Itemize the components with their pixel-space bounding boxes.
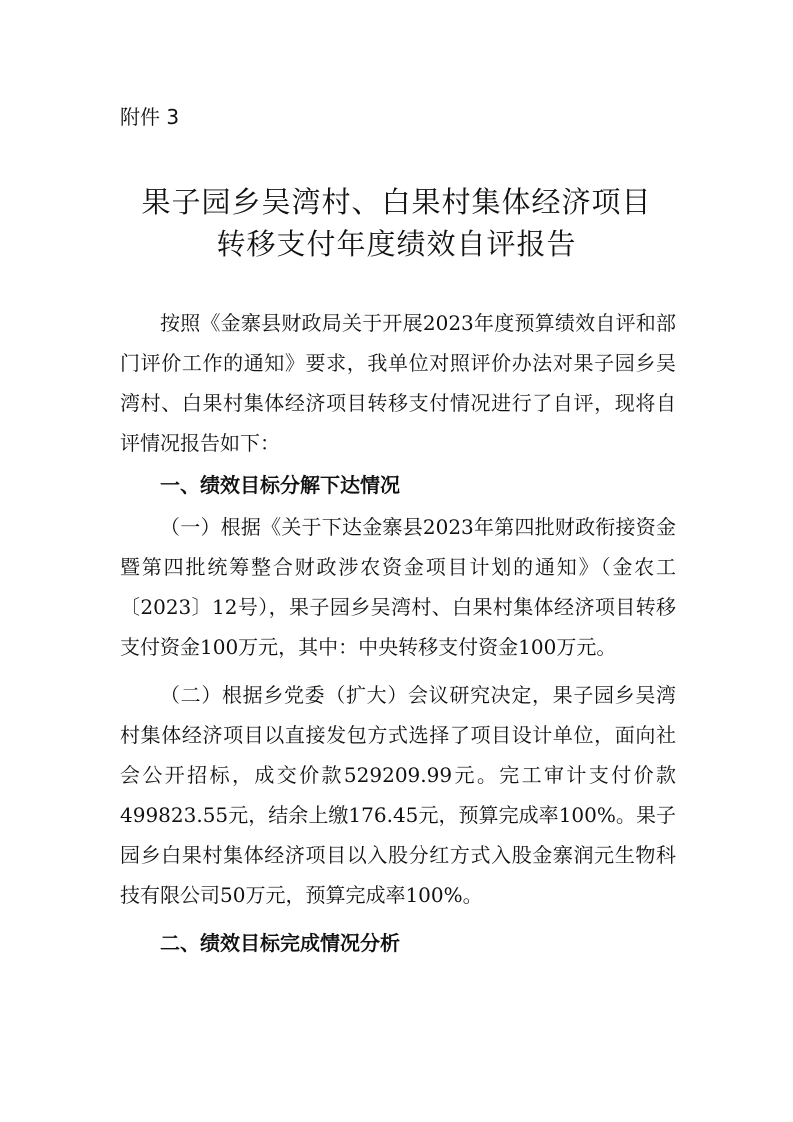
report-title-line-2: 转移支付年度绩效自评报告 xyxy=(216,227,577,261)
paragraph-1: （一）根据《关于下达金寨县2023年第四批财政衔接资金暨第四批统筹整合财政涉农资金项目计划的通知》（金农工〔2023〕12号），果子园乡吴湾村、白果村集体经济项目转移支付资金100万元，其中：中央转移支付资金100万元。 xyxy=(120,515,676,659)
report-body xyxy=(120,303,676,965)
report-title-line-1: 果子园乡吴湾村、白果村集体经济项目 xyxy=(141,185,652,219)
paragraph-2: （二）根据乡党委（扩大）会议研究决定，果子园乡吴湾村集体经济项目以直接发包方式选择了项目设计单位，面向社会公开招标，成交价款529209.99元。完工审计支付价款499823.55元，结余上缴176.45元，预算完成率100%。果子园乡白果村集体经济项目以入股分红方式入股金寨润元生物科技有限公司50万元，预算完成率100%。 xyxy=(120,683,676,907)
attachment-label: 附件 3 xyxy=(120,105,180,129)
section-1-heading: 一、绩效目标分解下达情况 xyxy=(160,473,400,497)
section-2-heading: 二、绩效目标完成情况分析 xyxy=(160,931,400,955)
intro-paragraph: 按照《金寨县财政局关于开展2023年度预算绩效自评和部门评价工作的通知》要求，我单位对照评价办法对果子园乡吴湾村、白果村集体经济项目转移支付情况进行了自评，现将自评情况报告如下： xyxy=(120,311,676,455)
